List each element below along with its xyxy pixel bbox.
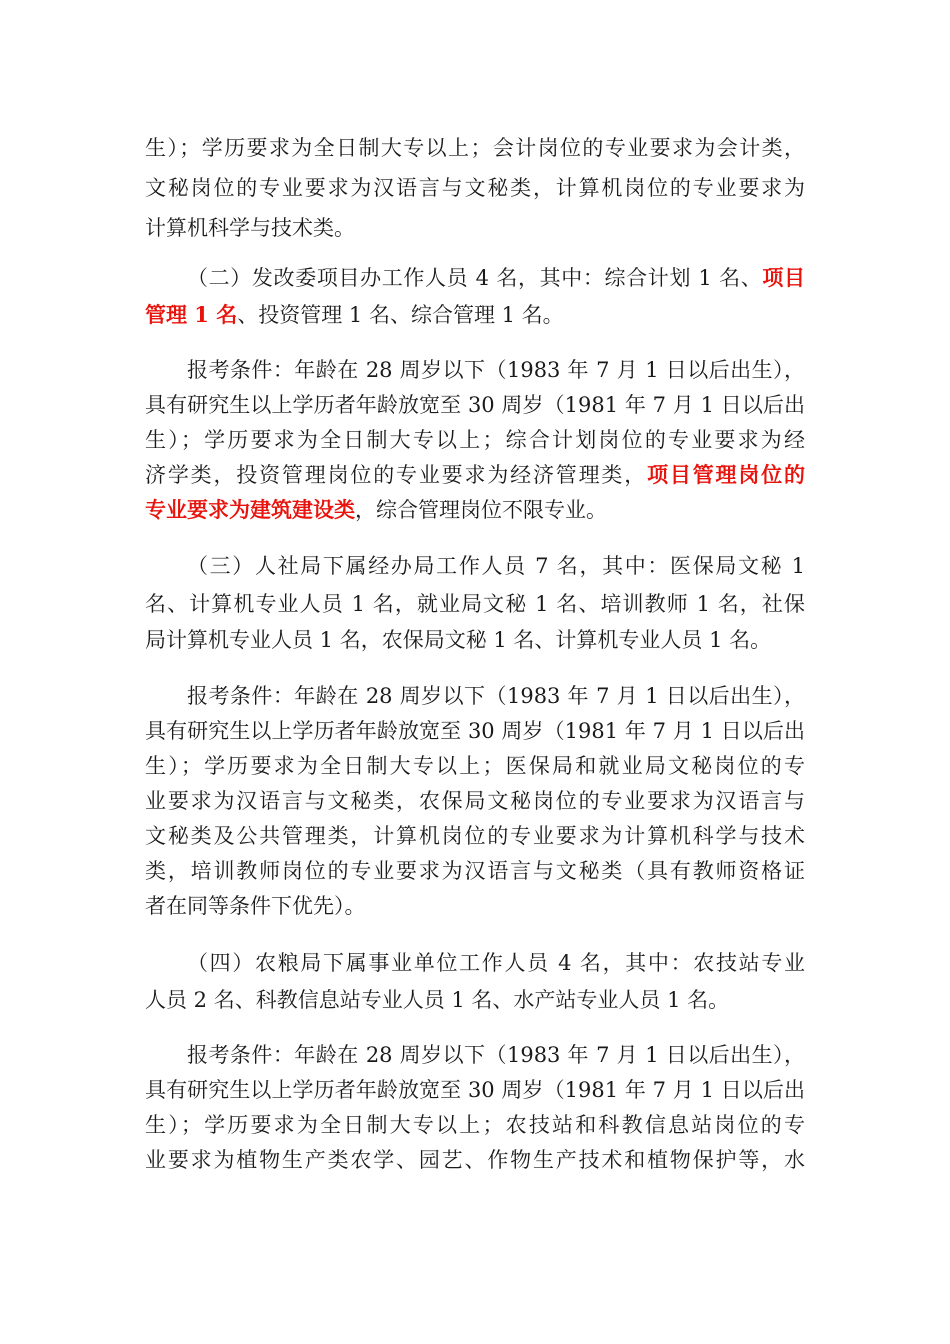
highlighted-text: 项目 xyxy=(762,265,805,290)
highlighted-text: 项目管理岗位的 xyxy=(647,462,806,487)
paragraph-line: 局计算机专业人员 1 名，农保局文秘 1 名、计算机专业人员 1 名。 xyxy=(145,628,772,652)
paragraph-line: 报考条件：年龄在 28 周岁以下（1983 年 7 月 1 日以后出生）， xyxy=(187,684,805,708)
paragraph-line: 具有研究生以上学历者年龄放宽至 30 周岁（1981 年 7 月 1 日以后出 xyxy=(145,719,805,743)
paragraph-line: 具有研究生以上学历者年龄放宽至 30 周岁（1981 年 7 月 1 日以后出 xyxy=(145,393,805,417)
text-span: ，综合管理岗位不限专业。 xyxy=(355,498,607,522)
paragraph-line: 文秘岗位的专业要求为汉语言与文秘类，计算机岗位的专业要求为 xyxy=(145,176,805,200)
paragraph-line: 生）；学历要求为全日制大专以上；会计岗位的专业要求为会计类， xyxy=(145,136,805,160)
paragraph-line: 报考条件：年龄在 28 周岁以下（1983 年 7 月 1 日以后出生）， xyxy=(187,358,805,382)
paragraph-line: 计算机科学与技术类。 xyxy=(145,216,355,240)
paragraph-line: 文秘类及公共管理类，计算机岗位的专业要求为计算机科学与技术 xyxy=(145,824,805,848)
paragraph-line: 生）；学历要求为全日制大专以上；农技站和科教信息站岗位的专 xyxy=(145,1113,805,1137)
paragraph-line: 生）；学历要求为全日制大专以上；医保局和就业局文秘岗位的专 xyxy=(145,754,805,778)
paragraph-line xyxy=(187,258,805,298)
paragraph-line: 具有研究生以上学历者年龄放宽至 30 周岁（1981 年 7 月 1 日以后出 xyxy=(145,1078,805,1102)
paragraph-line: 生）；学历要求为全日制大专以上；综合计划岗位的专业要求为经 xyxy=(145,428,805,452)
text-span: 济学类，投资管理岗位的专业要求为经济管理类， xyxy=(145,463,648,487)
paragraph-line xyxy=(145,455,805,495)
paragraph-line: 者在同等条件下优先）。 xyxy=(145,894,366,918)
paragraph-line: 类，培训教师岗位的专业要求为汉语言与文秘类（具有教师资格证 xyxy=(145,859,805,883)
paragraph-line: 业要求为植物生产类农学、园艺、作物生产技术和植物保护等，水 xyxy=(145,1148,805,1172)
paragraph-line: 名、计算机专业人员 1 名，就业局文秘 1 名、培训教师 1 名，社保 xyxy=(145,592,805,616)
highlighted-text: 管理 1 名 xyxy=(145,302,238,327)
highlighted-text: 专业要求为建筑建设类 xyxy=(145,497,355,522)
paragraph-line xyxy=(145,490,805,530)
paragraph-line: 报考条件：年龄在 28 周岁以下（1983 年 7 月 1 日以后出生）， xyxy=(187,1043,805,1067)
paragraph-line: （四）农粮局下属事业单位工作人员 4 名，其中：农技站专业 xyxy=(187,951,805,975)
text-span: 、投资管理 1 名、综合管理 1 名。 xyxy=(237,303,564,327)
paragraph-line: （三）人社局下属经办局工作人员 7 名，其中：医保局文秘 1 xyxy=(187,554,805,578)
paragraph-line: 人员 2 名、科教信息站专业人员 1 名、水产站专业人员 1 名。 xyxy=(145,988,730,1012)
text-span: （二）发改委项目办工作人员 4 名，其中：综合计划 1 名、 xyxy=(187,266,763,290)
paragraph-line xyxy=(145,295,805,335)
paragraph-line: 业要求为汉语言与文秘类，农保局文秘岗位的专业要求为汉语言与 xyxy=(145,789,805,813)
